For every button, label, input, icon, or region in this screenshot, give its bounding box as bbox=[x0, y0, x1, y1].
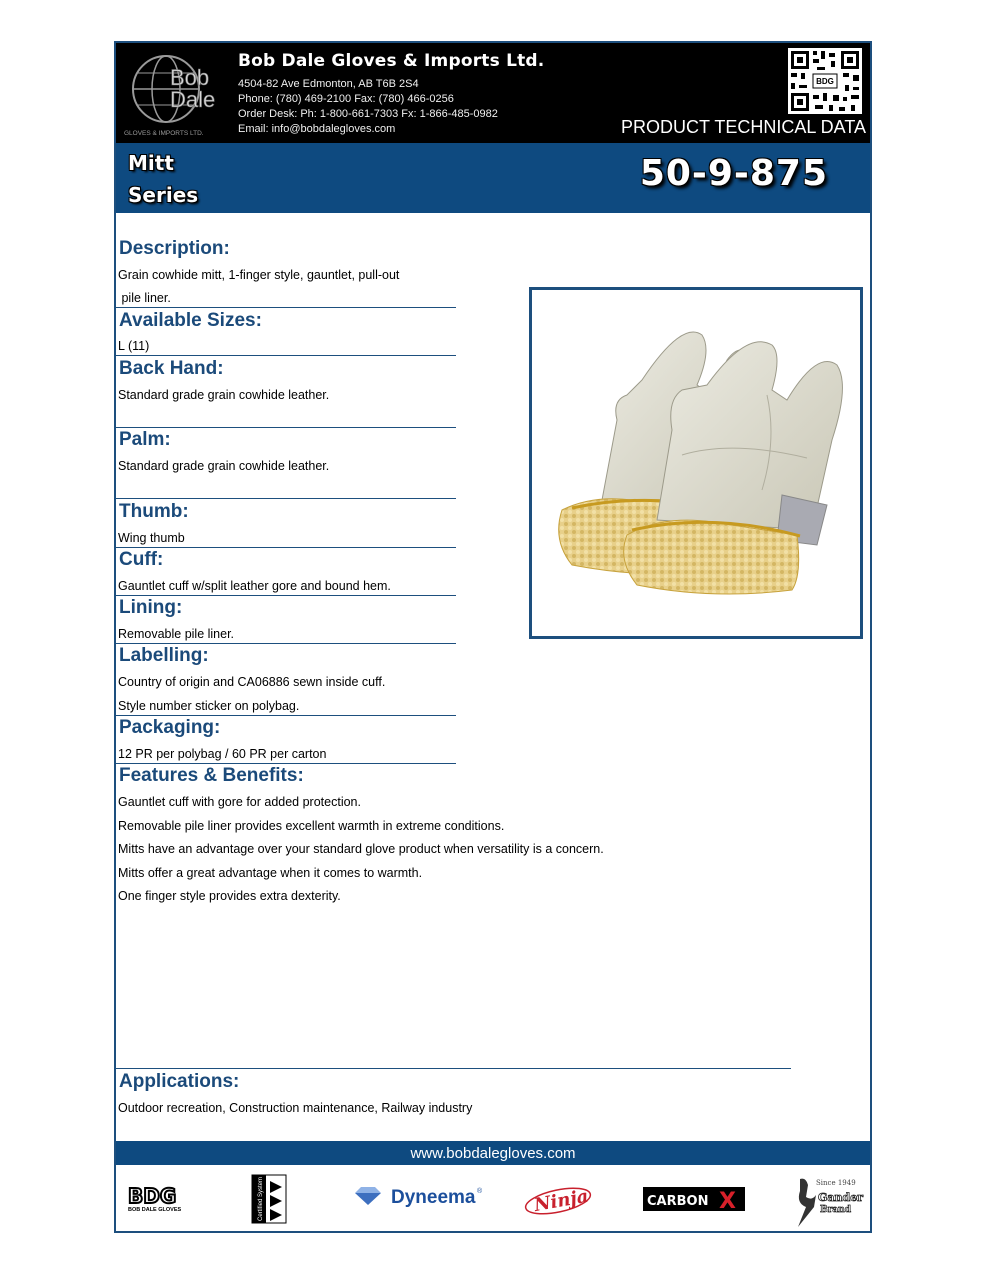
features-line-3: Mitts have an advantage over your standard glove product when versatility is a concern. bbox=[118, 842, 604, 856]
palm-line-1: Standard grade grain cowhide leather. bbox=[118, 459, 330, 473]
bdg-logo bbox=[126, 1167, 206, 1231]
company-order-desk: Order Desk: Ph: 1-800-661-7303 Fx: 1-866-485-0982 bbox=[238, 108, 498, 120]
features-line-5: One finger style provides extra dexterity. bbox=[118, 889, 341, 903]
dyneema-logo bbox=[351, 1167, 491, 1231]
mitt-image bbox=[532, 290, 860, 636]
bdg-logo-text: BDG bbox=[128, 1184, 177, 1208]
applications-line-1: Outdoor recreation, Construction maintenance, Railway industry bbox=[118, 1101, 473, 1115]
sizes-line-1: L (11) bbox=[118, 339, 150, 353]
series-line-1: Mitt bbox=[128, 151, 174, 175]
labelling-line-1: Country of origin and CA06886 sewn inside cuff. bbox=[118, 675, 386, 689]
company-name: Bob Dale Gloves & Imports Ltd. bbox=[238, 51, 545, 71]
svg-text:®: ® bbox=[477, 1188, 483, 1195]
logo-tagline: GLOVES & IMPORTS LTD. bbox=[124, 130, 204, 137]
palm-title: Palm: bbox=[119, 429, 171, 450]
description-title: Description: bbox=[119, 238, 230, 259]
divider bbox=[116, 763, 456, 764]
dyneema-text: Dyneema bbox=[391, 1187, 476, 1208]
divider bbox=[116, 1068, 791, 1069]
packaging-line-1: 12 PR per polybag / 60 PR per carton bbox=[118, 747, 327, 761]
cuff-line-1: Gauntlet cuff w/split leather gore and bound hem. bbox=[118, 579, 391, 593]
description-line-1: Grain cowhide mitt, 1-finger style, gauntlet, pull-out bbox=[118, 268, 400, 282]
thumb-title: Thumb: bbox=[119, 501, 189, 522]
ninja-logo bbox=[524, 1167, 596, 1231]
cuff-title: Cuff: bbox=[119, 549, 164, 570]
lining-line-1: Removable pile liner. bbox=[118, 627, 235, 641]
company-info bbox=[238, 51, 544, 137]
company-address: 4504-82 Ave Edmonton, AB T6B 2S4 bbox=[238, 78, 419, 90]
sizes-title: Available Sizes: bbox=[119, 310, 262, 331]
divider bbox=[116, 643, 456, 644]
qr-label: BDG bbox=[816, 77, 834, 86]
features-title: Features & Benefits: bbox=[119, 765, 304, 786]
company-phone: Phone: (780) 469-2100 Fax: (780) 466-0256 bbox=[238, 93, 454, 105]
website-link[interactable]: www.bobdalegloves.com bbox=[410, 1145, 576, 1162]
carbon-text: CARBON bbox=[647, 1194, 709, 1209]
document-type: PRODUCT TECHNICAL DATA bbox=[620, 117, 866, 137]
divider bbox=[116, 547, 456, 548]
gander-brand-logo bbox=[792, 1167, 864, 1231]
series-line-2: Series bbox=[128, 183, 199, 207]
gander-brand: Brand bbox=[820, 1205, 852, 1215]
divider bbox=[116, 595, 456, 596]
packaging-title: Packaging: bbox=[119, 717, 221, 738]
divider bbox=[116, 307, 456, 308]
company-logo bbox=[122, 47, 222, 139]
divider bbox=[116, 715, 456, 716]
lining-title: Lining: bbox=[119, 597, 183, 618]
features-line-1: Gauntlet cuff with gore for added protection. bbox=[118, 795, 361, 809]
brand-logos bbox=[116, 1167, 870, 1231]
product-photo-frame bbox=[529, 287, 863, 639]
divider bbox=[116, 355, 456, 356]
features-line-4: Mitts offer a great advantage when it comes to warmth. bbox=[118, 866, 423, 880]
tech-data-sheet bbox=[114, 41, 872, 1233]
features-line-2: Removable pile liner provides excellent warmth in extreme conditions. bbox=[118, 819, 505, 833]
company-email: Email: info@bobdalegloves.com bbox=[238, 123, 396, 135]
series-band bbox=[116, 143, 870, 213]
gander-name: Gander bbox=[818, 1191, 864, 1204]
thumb-line-1: Wing thumb bbox=[118, 531, 185, 545]
labelling-line-2: Style number sticker on polybag. bbox=[118, 699, 300, 713]
gander-since: Since 1949 bbox=[816, 1179, 856, 1187]
labelling-title: Labelling: bbox=[119, 645, 209, 666]
carbon-x-text: X bbox=[719, 1189, 736, 1214]
applications-title: Applications: bbox=[119, 1071, 240, 1092]
carbon-x-logo bbox=[641, 1167, 747, 1231]
logo-text-top: Bob bbox=[170, 65, 210, 90]
divider bbox=[116, 498, 456, 499]
certified-system-text: Certified System bbox=[258, 1176, 264, 1221]
back-hand-line-1: Standard grade grain cowhide leather. bbox=[118, 388, 330, 402]
back-hand-title: Back Hand: bbox=[119, 358, 224, 379]
divider bbox=[116, 427, 456, 428]
logo-text-bottom: Dale bbox=[170, 87, 216, 112]
ninja-text: Ninja bbox=[532, 1185, 591, 1217]
description-line-2: pile liner. bbox=[118, 291, 171, 305]
bdg-logo-sub: BOB DALE GLOVES bbox=[128, 1207, 182, 1213]
style-number: 50-9-875 bbox=[639, 153, 828, 194]
qr-code bbox=[788, 48, 862, 114]
certified-system-logo bbox=[248, 1167, 288, 1231]
header-bar bbox=[116, 43, 870, 143]
